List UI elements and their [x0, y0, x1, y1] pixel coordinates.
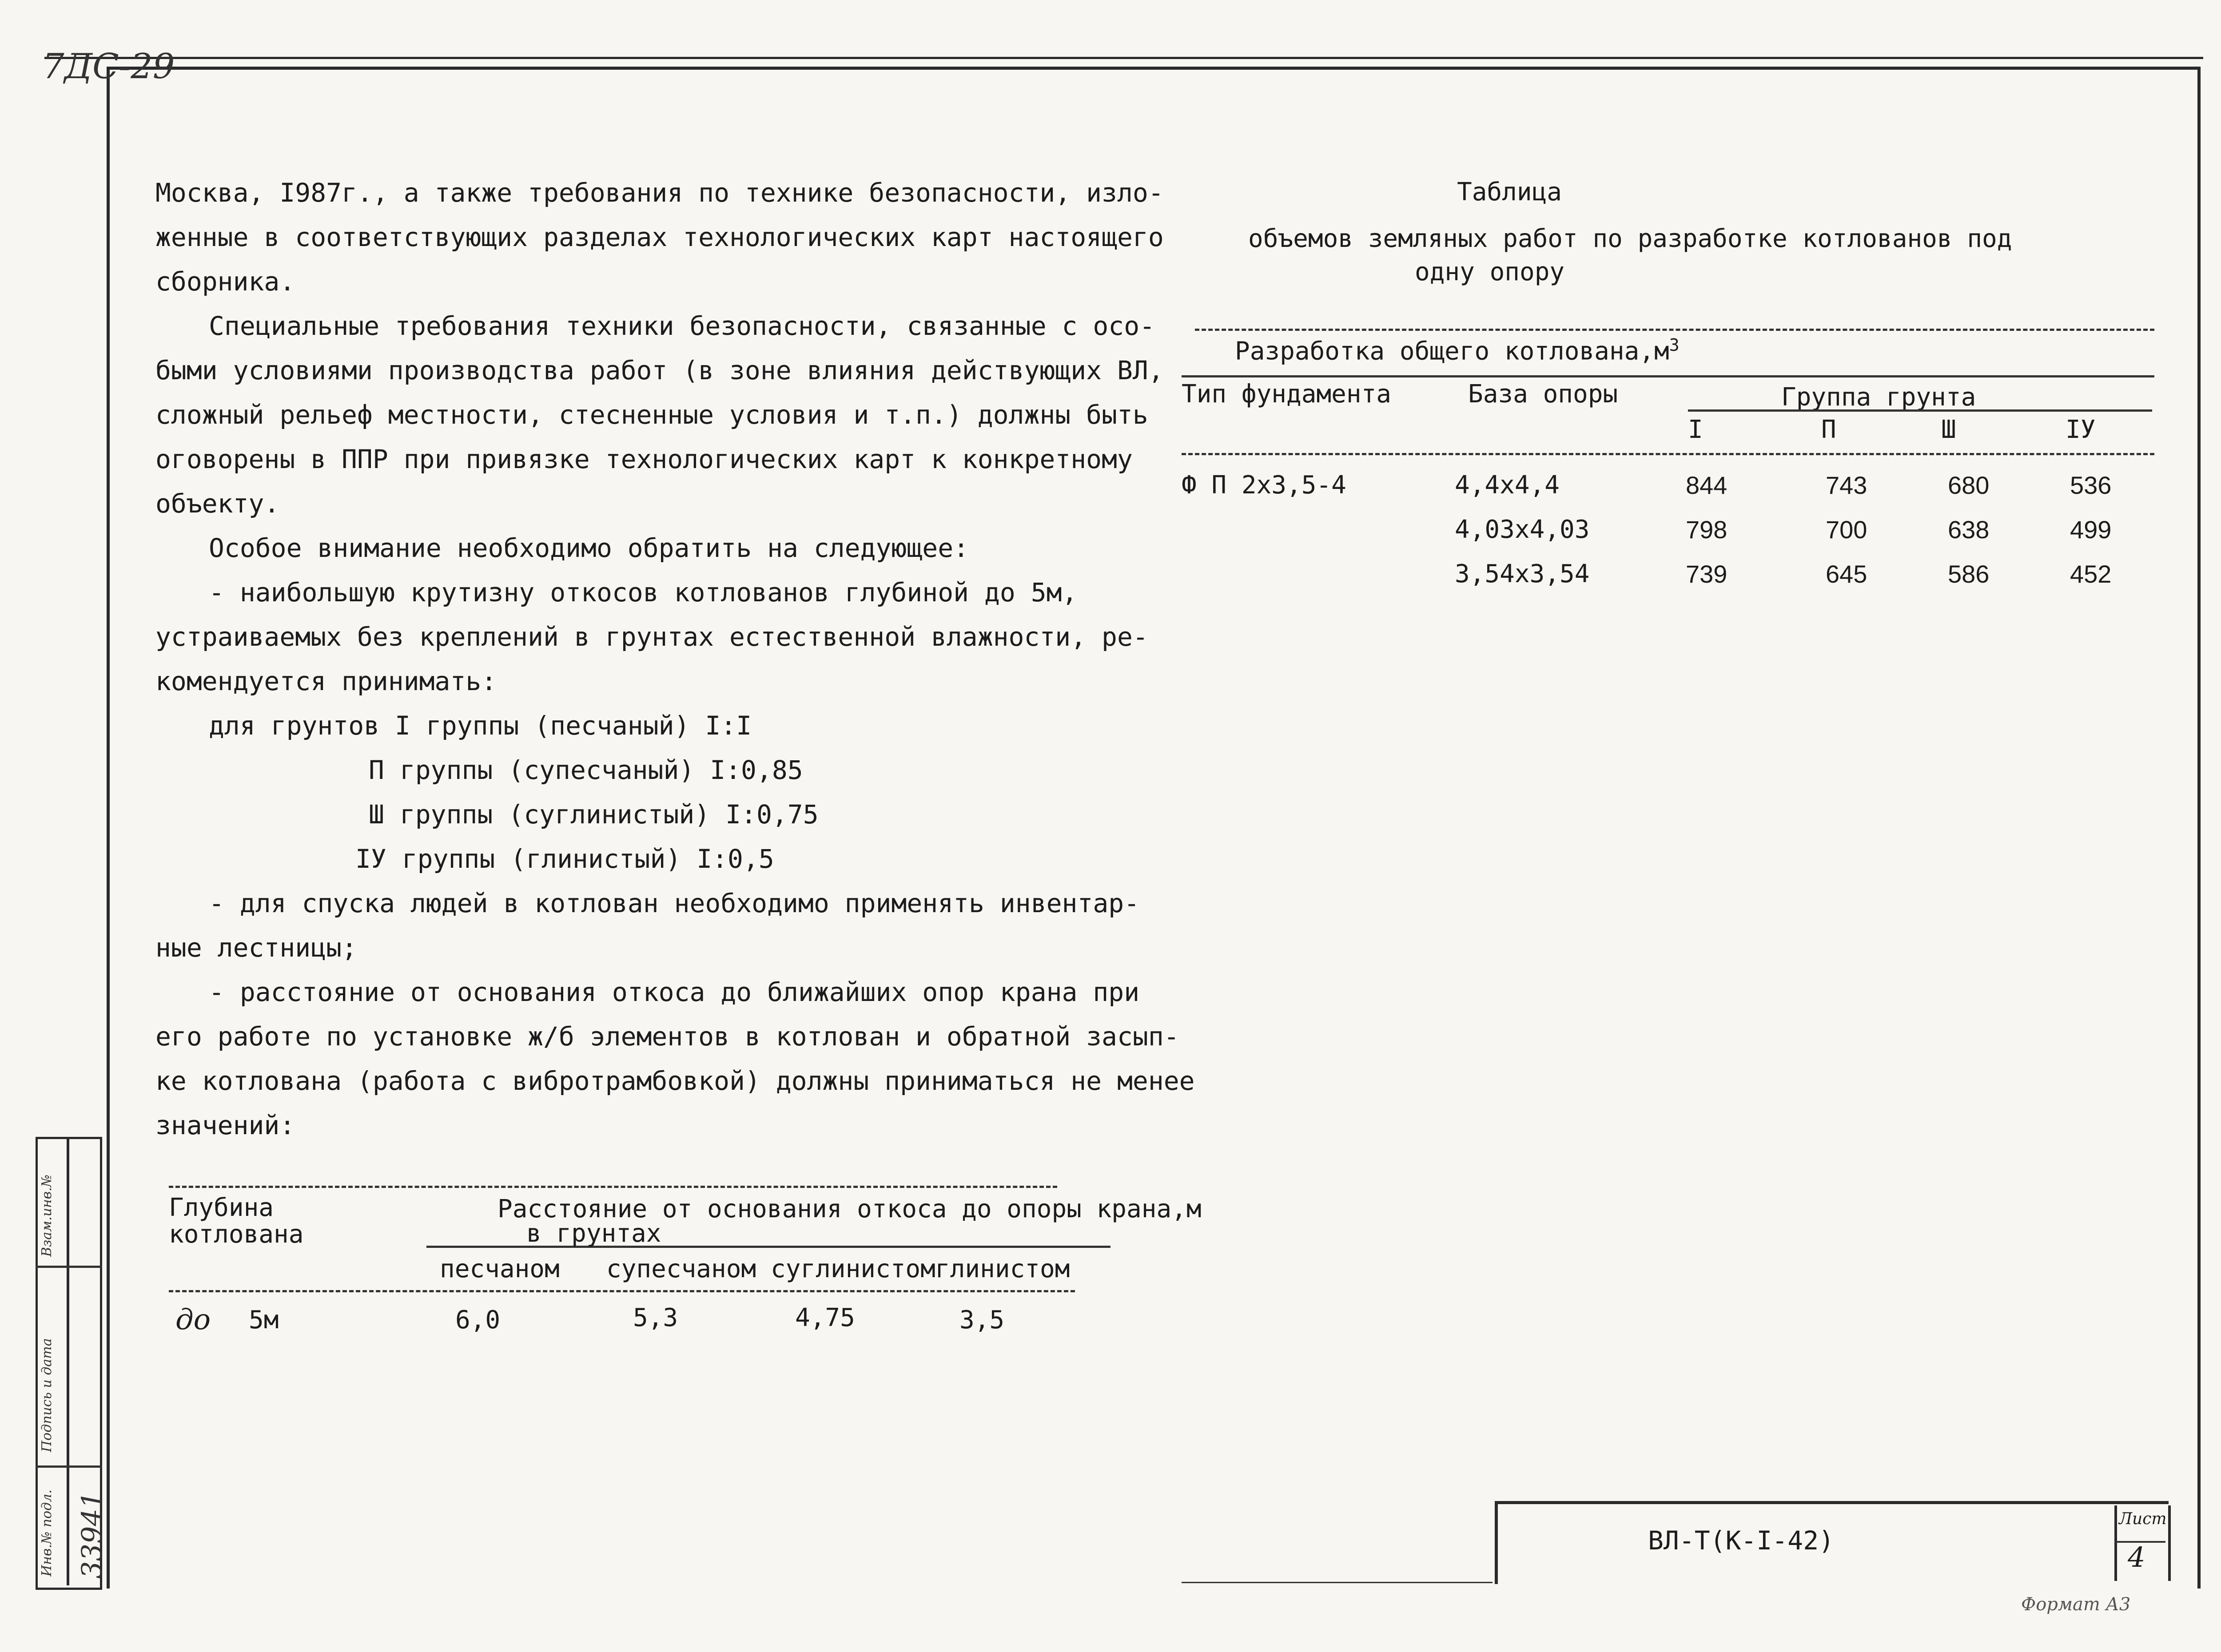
small-table-value-3: 3,5: [959, 1306, 1005, 1334]
text-line: - расстояние от основания откоса до ближайших опор крана при: [209, 977, 1140, 1007]
group-col-0: I: [1688, 415, 1703, 444]
text-line: Специальные требования техники безопасности, связанные с осо-: [209, 311, 1155, 341]
text-line: - наибольшую крутизну откосов котлованов глубиной до 5м,: [209, 577, 1078, 608]
row-2-value-1: 645: [1826, 560, 1867, 588]
side-label-1: Подпись и дата: [39, 1338, 55, 1452]
row-0-value-2: 680: [1948, 471, 1990, 499]
row-2-base: 3,54х3,54: [1455, 560, 1590, 588]
row-0-value-0: 844: [1686, 471, 1727, 499]
text-line: женные в соответствующих разделах технологических карт настоящего: [155, 222, 1164, 252]
small-table-col-3: глинистом: [935, 1255, 1070, 1283]
small-table-header-distance: Расстояние от основания откоса до опоры крана,м: [498, 1195, 1202, 1223]
row-1-value-3: 499: [2070, 516, 2112, 544]
text-line: сборника.: [155, 266, 295, 297]
table-col-base: База опоры: [1468, 380, 1618, 409]
table-col-type: Тип фундамента: [1182, 380, 1392, 409]
text-line: Ш группы (суглинистый) I:0,75: [369, 799, 819, 830]
row-1-value-1: 700: [1826, 516, 1867, 544]
sheet-number: 4: [2128, 1541, 2145, 1573]
small-table-col-0: песчаном: [440, 1255, 560, 1283]
small-table-value-0: 6,0: [455, 1306, 501, 1334]
row-1-value-2: 638: [1948, 516, 1990, 544]
inventory-number: 33941: [76, 1491, 108, 1579]
row-0-value-3: 536: [2070, 471, 2112, 499]
small-table-header-soils: в грунтах: [526, 1219, 661, 1248]
table-section-title: Разработка общего $котлована,м^3$: [1235, 335, 1680, 366]
text-line: - для спуска людей в котлован необходимо применять инвентар-: [209, 888, 1140, 918]
side-label-2: Взам.инв.№: [39, 1174, 55, 1257]
small-table-value-1: 5,3: [633, 1303, 678, 1332]
text-line: для грунтов I группы (песчаный) I:I: [209, 711, 752, 741]
text-line: его работе по установке ж/б элементов в котлован и обратной засып-: [155, 1021, 1179, 1052]
table-subtitle-2: одну опору: [1415, 258, 1565, 286]
small-table-row-prefix: до: [175, 1303, 211, 1336]
row-0-value-1: 743: [1826, 471, 1867, 499]
text-line: оговорены в ППР при привязке технологических карт к конкретному: [155, 444, 1133, 474]
text-line: быми условиями производства работ (в зоне влияния действующих ВЛ,: [155, 355, 1164, 385]
text-line: Москва, I987г., а также требования по технике безопасности, изло-: [155, 178, 1164, 208]
frame-top-line: [44, 57, 2203, 59]
group-col-2: Ш: [1941, 415, 1956, 444]
row-1-base: 4,03х4,03: [1455, 515, 1590, 544]
group-col-1: П: [1821, 415, 1836, 444]
foundation-type: Ф П 2х3,5-4: [1182, 471, 1346, 500]
text-line: сложный рельеф местности, стесненные условия и т.п.) должны быть: [155, 400, 1148, 430]
row-2-value-3: 452: [2070, 560, 2112, 588]
row-1-value-0: 798: [1686, 516, 1727, 544]
format-label: Формат А3: [2021, 1594, 2131, 1615]
small-table-col-2: суглинистом: [771, 1255, 935, 1283]
text-line: Особое внимание необходимо обратить на следующее:: [209, 533, 969, 563]
text-line: комендуется принимать:: [155, 666, 497, 696]
row-2-value-0: 739: [1686, 560, 1727, 588]
text-line: объекту.: [155, 488, 280, 519]
row-2-value-2: 586: [1948, 560, 1990, 588]
text-line: IУ группы (глинистый) I:0,5: [355, 844, 774, 874]
row-0-base: 4,4х4,4: [1455, 471, 1560, 500]
group-col-3: IУ: [2066, 415, 2096, 444]
small-table-value-2: 4,75: [795, 1303, 855, 1332]
table-subtitle-1: объемов земляных работ по разработке котлованов под: [1248, 224, 2012, 253]
document-code: ВЛ-Т(К-I-42): [1648, 1525, 1835, 1556]
text-line: П группы (супесчаный) I:0,85: [369, 755, 803, 785]
corner-code: 7ДС-29: [42, 47, 175, 87]
text-line: ные лестницы;: [155, 933, 357, 963]
table-title: Таблица: [1457, 178, 1562, 206]
text-line: устраиваемых без креплений в грунтах естественной влажности, ре-: [155, 622, 1148, 652]
text-line: значений:: [155, 1110, 295, 1140]
small-table-header-depth: Глубина котлована: [169, 1193, 304, 1249]
side-label-0: Инв.№ подл.: [39, 1489, 55, 1577]
small-table-col-1: супесчаном: [606, 1255, 756, 1283]
text-line: ке котлована (работа с вибротрамбовкой) должны приниматься не менее: [155, 1066, 1195, 1096]
sheet-label: Лист: [2119, 1510, 2167, 1528]
table-col-group: Группа грунта: [1781, 383, 1976, 412]
small-table-row-depth: 5м: [249, 1306, 279, 1334]
